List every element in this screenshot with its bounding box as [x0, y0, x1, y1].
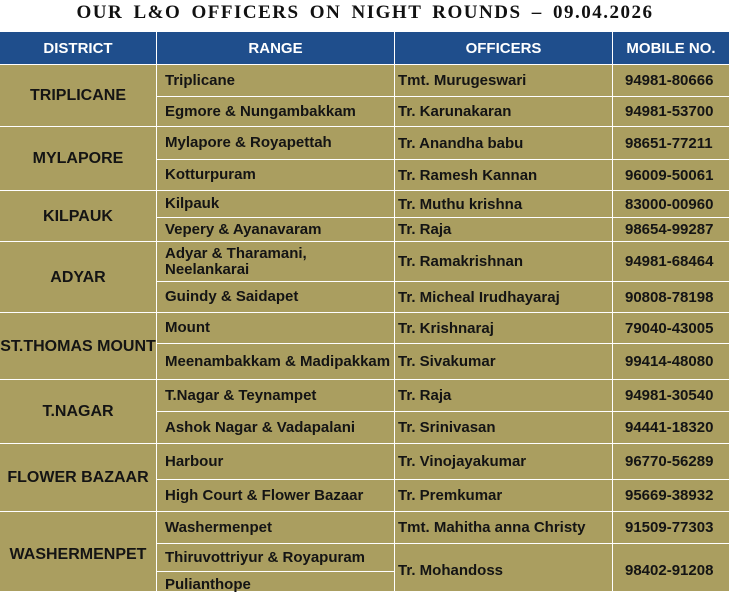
officer-cell: Tmt. Murugeswari — [395, 65, 613, 97]
header-range: RANGE — [157, 32, 395, 65]
officer-cell: Tr. Mohandoss — [395, 544, 613, 598]
range-cell: Kotturpuram — [157, 160, 395, 191]
mobile-cell: 94981-80666 — [613, 65, 730, 97]
district-cell: KILPAUK — [0, 191, 157, 242]
mobile-cell: 79040-43005 — [613, 313, 730, 344]
officer-cell: Tr. Raja — [395, 218, 613, 242]
district-cell: FLOWER BAZAAR — [0, 444, 157, 512]
mobile-cell: 98651-77211 — [613, 127, 730, 160]
mobile-cell: 90808-78198 — [613, 282, 730, 313]
officer-cell: Tr. Sivakumar — [395, 344, 613, 380]
mobile-cell: 94441-18320 — [613, 412, 730, 444]
officer-cell: Tr. Muthu krishna — [395, 191, 613, 218]
range-cell: High Court & Flower Bazaar — [157, 480, 395, 512]
range-cell: Pulianthope — [157, 572, 395, 598]
header-district: DISTRICT — [0, 32, 157, 65]
district-cell: WASHERMENPET — [0, 512, 157, 598]
header-officers: OFFICERS — [395, 32, 613, 65]
range-cell: Vepery & Ayanavaram — [157, 218, 395, 242]
range-cell: Mylapore & Royapettah — [157, 127, 395, 160]
range-cell: Washermenpet — [157, 512, 395, 544]
mobile-cell: 91509-77303 — [613, 512, 730, 544]
mobile-cell: 98654-99287 — [613, 218, 730, 242]
range-cell: Thiruvottriyur & Royapuram — [157, 544, 395, 572]
officer-cell: Tmt. Mahitha anna Christy — [395, 512, 613, 544]
range-cell: Adyar & Tharamani, Neelankarai — [157, 242, 395, 282]
officer-cell: Tr. Anandha babu — [395, 127, 613, 160]
district-cell: T.NAGAR — [0, 380, 157, 444]
range-cell: Ashok Nagar & Vadapalani — [157, 412, 395, 444]
officer-cell: Tr. Srinivasan — [395, 412, 613, 444]
mobile-cell: 94981-30540 — [613, 380, 730, 412]
district-cell: ST.THOMAS MOUNT — [0, 313, 157, 380]
range-cell: Guindy & Saidapet — [157, 282, 395, 313]
mobile-cell: 83000-00960 — [613, 191, 730, 218]
officer-cell: Tr. Vinojayakumar — [395, 444, 613, 480]
officer-cell: Tr. Karunakaran — [395, 97, 613, 127]
range-cell: Mount — [157, 313, 395, 344]
officers-table — [0, 32, 730, 591]
range-cell: Kilpauk — [157, 191, 395, 218]
mobile-cell: 98402-91208 — [613, 544, 730, 598]
mobile-cell: 96009-50061 — [613, 160, 730, 191]
officer-cell: Tr. Premkumar — [395, 480, 613, 512]
mobile-cell: 99414-48080 — [613, 344, 730, 380]
header-mobile: MOBILE NO. — [613, 32, 730, 65]
mobile-cell: 94981-53700 — [613, 97, 730, 127]
district-cell: MYLAPORE — [0, 127, 157, 191]
range-cell: Meenambakkam & Madipakkam — [157, 344, 395, 380]
officer-cell: Tr. Krishnaraj — [395, 313, 613, 344]
mobile-cell: 95669-38932 — [613, 480, 730, 512]
mobile-cell: 94981-68464 — [613, 242, 730, 282]
range-cell: Harbour — [157, 444, 395, 480]
officer-cell: Tr. Ramakrishnan — [395, 242, 613, 282]
district-cell: TRIPLICANE — [0, 65, 157, 127]
range-cell: Triplicane — [157, 65, 395, 97]
officer-cell: Tr. Micheal Irudhayaraj — [395, 282, 613, 313]
officer-cell: Tr. Raja — [395, 380, 613, 412]
district-cell: ADYAR — [0, 242, 157, 313]
officer-cell: Tr. Ramesh Kannan — [395, 160, 613, 191]
range-cell: T.Nagar & Teynampet — [157, 380, 395, 412]
page-title: OUR L&O OFFICERS ON NIGHT ROUNDS – 09.04.2026 — [76, 2, 654, 23]
range-cell: Egmore & Nungambakkam — [157, 97, 395, 127]
mobile-cell: 96770-56289 — [613, 444, 730, 480]
